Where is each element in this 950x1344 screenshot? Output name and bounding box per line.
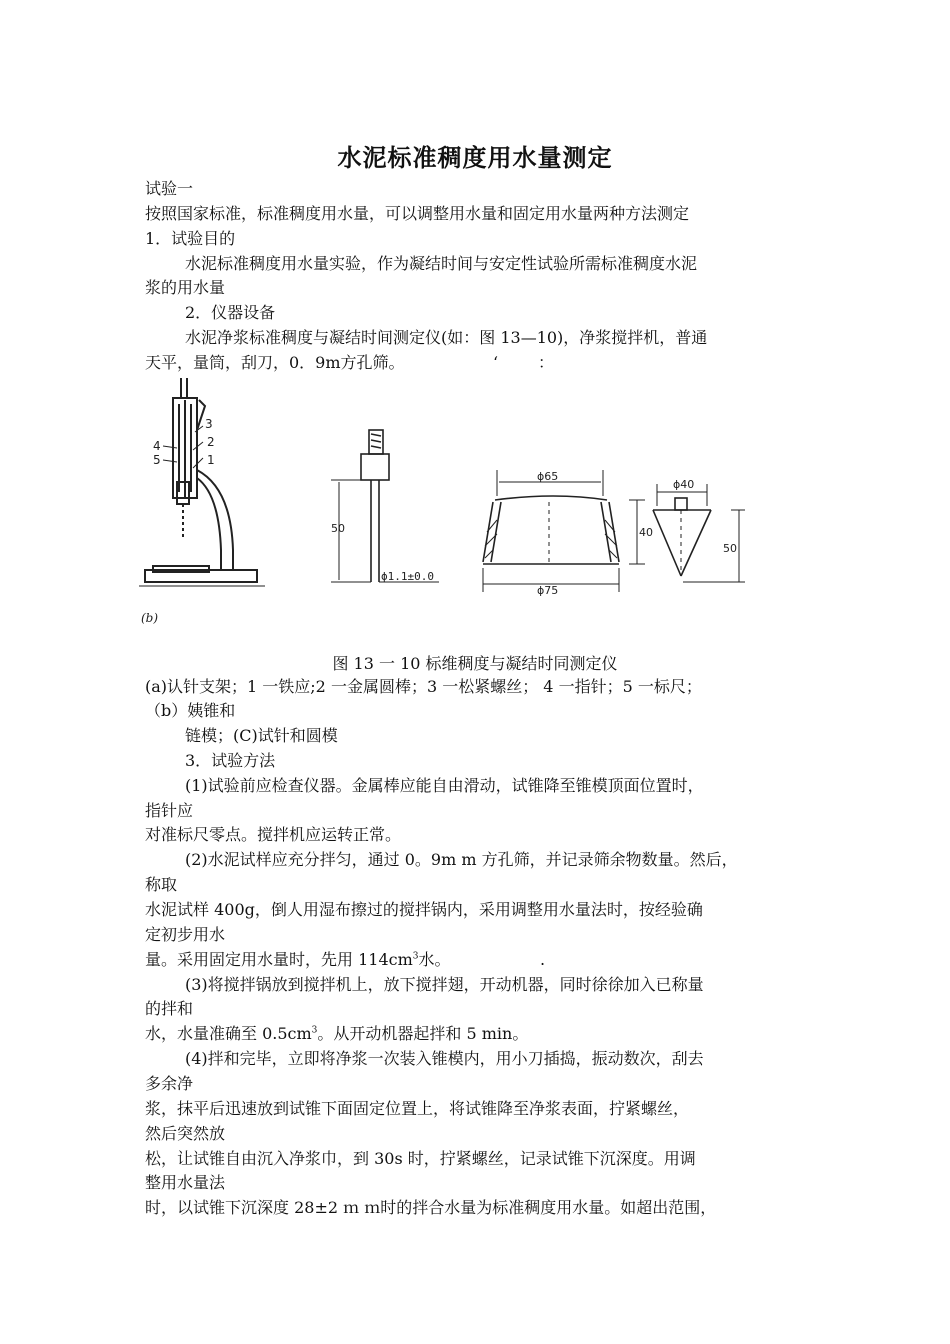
figure-legend-line: （b）姨锥和	[145, 701, 236, 720]
label-5: 5	[153, 453, 161, 467]
label-4: 4	[153, 439, 161, 453]
apparatus-figure	[135, 370, 755, 630]
section2-para-line: 天平，量筒，刮刀，0．9m方孔筛。	[145, 353, 405, 372]
superscript: 3	[412, 951, 419, 962]
section2-para-line: 水泥净浆标准稠度与凝结时间测定仪(如：图 13—10)，净浆搅拌机，普通	[185, 328, 708, 347]
step4-line: 整用水量法	[145, 1173, 226, 1192]
figure-legend-line: 链模；(C)试针和圆模	[185, 726, 338, 745]
step2-line: 水泥试样 400g，倒人用湿布擦过的搅拌锅内，采用调整用水量法时，按经验确	[145, 900, 703, 919]
step1-line: (1)试验前应检查仪器。金属棒应能自由滑动，试锥降至锥模顶面位置时，	[185, 776, 704, 795]
dim-mold-height: 40	[639, 526, 653, 539]
label-1: 1	[207, 453, 215, 467]
figure-legend-line: (a)认针支架；1 一铁应;2 一金属圆棒；3 一松紧螺丝； 4 一指针；5 一标尺；	[145, 677, 702, 696]
stray-mark: ‘	[493, 353, 499, 372]
step2-text: 水。	[418, 950, 451, 969]
dim-mold-top: ϕ65	[537, 470, 559, 483]
superscript: 3	[311, 1025, 318, 1036]
step3-line	[145, 1024, 528, 1044]
intro-line: 按照国家标准，标准稠度用水量，可以调整用水量和固定用水量两种方法测定	[145, 204, 690, 223]
intro-heading: 试验一	[145, 179, 194, 198]
step4-line: 松，让试锥自由沉入净浆巾，到 30s 时，拧紧螺丝，记录试锥下沉深度。用调	[145, 1149, 696, 1168]
dim-mold-bottom: ϕ75	[537, 584, 559, 597]
step2-line: 定初步用水	[145, 925, 226, 944]
step3-text: 。从开动机器起拌和 5 min。	[317, 1024, 529, 1043]
step4-line: 多余净	[145, 1074, 194, 1093]
label-3: 3	[205, 417, 213, 431]
step2-line: (2)水泥试样应充分拌匀，通过 0。9m m 方孔筛，并记录筛余物数量。然后，	[185, 850, 738, 869]
step3-line: (3)将搅拌锅放到搅拌机上，放下搅拌翅，开动机器，同时徐徐加入已称量	[185, 975, 704, 994]
step1-line: 指针应	[145, 801, 194, 820]
label-2: 2	[207, 435, 215, 449]
step2-line: 称取	[145, 875, 178, 894]
section3-heading: 3．试验方法	[185, 751, 276, 770]
step2-text: 量。采用固定用水量时，先用 114cm	[145, 950, 413, 969]
figure-caption: 图 13 一 10 标维稠度与凝结时同测定仪	[332, 654, 618, 673]
dim-cone-height: 50	[723, 542, 737, 555]
dim-needle-diameter: ϕ1.1±0.0	[381, 570, 434, 583]
dim-needle-length: 50	[331, 522, 345, 535]
step4-line: (4)拌和完毕，立即将净浆一次装入锥模内，用小刀插捣，振动数次，刮去	[185, 1049, 704, 1068]
label-b: (b)	[141, 611, 159, 625]
step4-line: 时，以试锥下沉深度 28±2 ｍ ｍ时的拌合水量为标准稠度用水量。如超出范围，	[145, 1198, 717, 1217]
section2-heading: 2．仪器设备	[185, 303, 276, 322]
step3-line: 的拌和	[145, 999, 194, 1018]
step1-line: 对准标尺零点。搅拌机应运转正常。	[145, 825, 402, 844]
page-title: 水泥标准稠度用水量测定	[337, 144, 613, 172]
dim-cone-top: ϕ40	[673, 478, 695, 491]
section1-heading: 1．试验目的	[145, 229, 236, 248]
step4-line: 然后突然放	[145, 1124, 226, 1143]
step4-line: 浆，抹平后迅速放到试锥下面固定位置上，将试锥降至净浆表面，拧紧螺丝，	[145, 1099, 690, 1118]
section1-para-line: 浆的用水量	[145, 278, 226, 297]
step2-line	[145, 950, 451, 970]
stray-mark: .	[540, 950, 546, 969]
step3-text: 水，水量准确至 0.5cm	[145, 1024, 312, 1043]
stray-mark: ：	[538, 353, 555, 372]
section1-para-line: 水泥标准稠度用水量实验，作为凝结时间与安定性试验所需标准稠度水泥	[185, 254, 698, 273]
